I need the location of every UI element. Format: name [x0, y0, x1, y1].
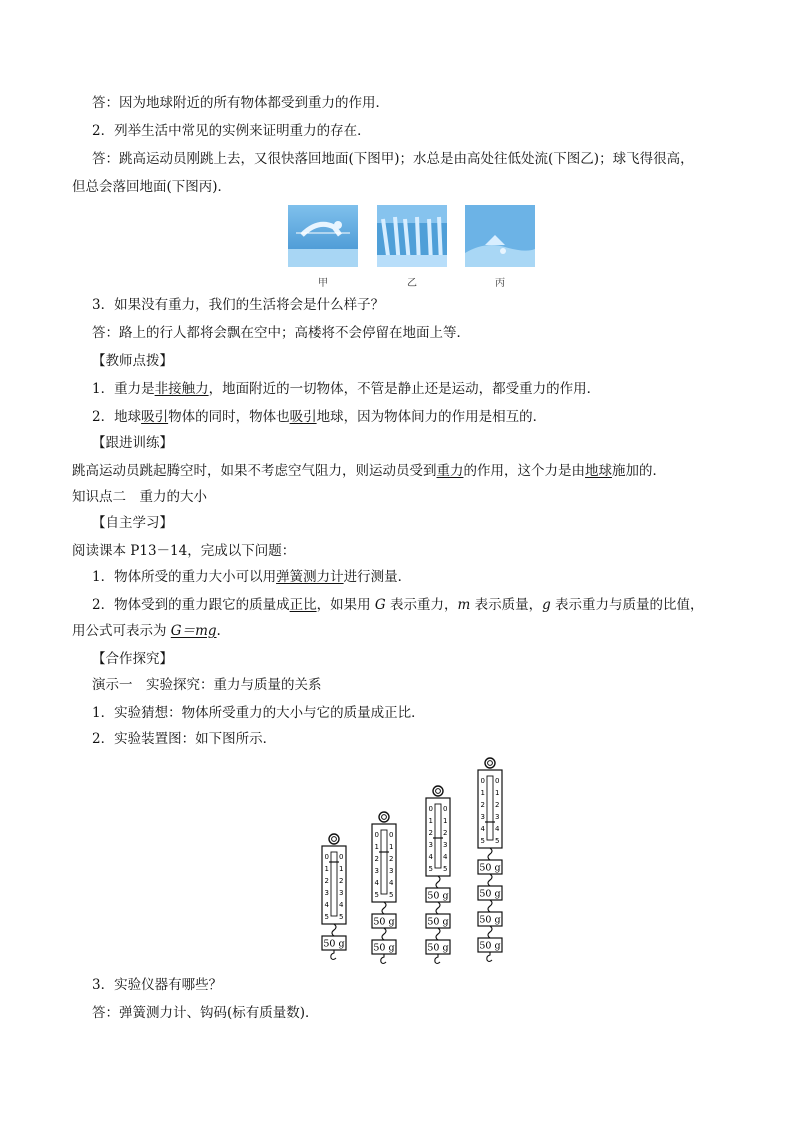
section-teacher-title: 【教师点拨】 [92, 353, 173, 369]
follow-question: 跳高运动员跳起腾空时，如果不考虑空气阻力，则运动员受到重力的作用，这个力是由地球施加的． [72, 463, 666, 479]
experiment-3: 3．实验仪器有哪些？ [92, 977, 223, 993]
scale-tick-label: 1 [389, 843, 394, 851]
scale-tick-label: 5 [374, 891, 379, 899]
scale-tick-label: 0 [495, 777, 500, 785]
scale-tick-label: 3 [443, 841, 448, 849]
answer-3: 答：路上的行人都将会飘在空中；高楼将不会停留在地面上等． [92, 325, 470, 341]
question-3: 3．如果没有重力，我们的生活将会是什么样子？ [92, 297, 385, 313]
scale-tick-label: 5 [389, 891, 394, 899]
scale-tick-label: 3 [495, 813, 500, 821]
spring-scales-svg [310, 752, 550, 972]
scale-tick-label: 3 [374, 867, 379, 875]
scale-tick-label: 4 [495, 825, 500, 833]
section-self-study-title: 【自主学习】 [92, 515, 173, 531]
photo-high-jump [288, 205, 358, 267]
scale-tick-label: 2 [339, 877, 344, 885]
scale-tick-label: 5 [480, 837, 485, 845]
scale-tick-label: 2 [374, 855, 379, 863]
scale-tick-label: 0 [339, 853, 344, 861]
answer-1: 答：因为地球附近的所有物体都受到重力的作用． [92, 95, 389, 111]
weight-label: 50 g [479, 862, 501, 874]
scale-tick-label: 4 [339, 901, 344, 909]
scale-tick-label: 5 [443, 865, 448, 873]
answer-2-line1: 答：跳高运动员刚跳上去，又很快落回地面(下图甲)；水总是由高处往低处流(下图乙)；球飞得很高， [92, 151, 694, 167]
scale-tick-label: 0 [389, 831, 394, 839]
self-study-2: 2．物体受到的重力跟它的质量成正比，如果用 G 表示重力，m 表示质量，g 表示重力与质量的比值， [92, 597, 704, 613]
weight-label: 50 g [479, 914, 501, 926]
scale-tick-label: 1 [428, 817, 433, 825]
weight-label: 50 g [427, 890, 449, 902]
teacher-point-2: 2．地球吸引物体的同时，物体也吸引地球，因为物体间力的作用是相互的． [92, 409, 547, 425]
spring-scale-4 [478, 758, 502, 962]
scale-tick-label: 3 [428, 841, 433, 849]
experiment-2: 2．实验装置图：如下图所示． [92, 731, 277, 747]
scale-tick-label: 4 [324, 901, 329, 909]
scale-tick-label: 0 [428, 805, 433, 813]
section-coop-title: 【合作探究】 [92, 651, 173, 667]
scale-tick-label: 2 [428, 829, 433, 837]
teacher-point-1: 1．重力是非接触力，地面附近的一切物体，不管是静止还是运动，都受重力的作用． [92, 381, 601, 397]
scale-tick-label: 1 [339, 865, 344, 873]
self-study-1: 1．物体所受的重力大小可以用弹簧测力计进行测量． [92, 569, 412, 585]
caption-bing: 丙 [495, 278, 505, 289]
photo-ball [465, 205, 535, 267]
spring-scale-3 [426, 786, 450, 964]
caption-jia: 甲 [318, 278, 328, 289]
scale-tick-label: 0 [324, 853, 329, 861]
knowledge-point-2: 知识点二 重力的大小 [72, 489, 207, 505]
section-follow-title: 【跟进训练】 [92, 435, 173, 451]
caption-yi: 乙 [407, 278, 417, 289]
formula-line: 用公式可表示为 G＝mg. [72, 623, 221, 639]
weight-label: 50 g [427, 916, 449, 928]
scale-tick-label: 4 [374, 879, 379, 887]
scale-tick-label: 1 [495, 789, 500, 797]
scale-tick-label: 2 [443, 829, 448, 837]
weight-label: 50 g [323, 938, 345, 950]
scale-tick-label: 4 [443, 853, 448, 861]
spring-scale-2 [372, 812, 396, 964]
scale-tick-label: 3 [339, 889, 344, 897]
answer-2-line2: 但总会落回地面(下图丙)． [72, 179, 232, 195]
scale-tick-label: 5 [428, 865, 433, 873]
scale-tick-label: 1 [324, 865, 329, 873]
weight-label: 50 g [373, 942, 395, 954]
scale-tick-label: 2 [324, 877, 329, 885]
scale-tick-label: 0 [480, 777, 485, 785]
scale-tick-label: 5 [339, 913, 344, 921]
weight-label: 50 g [427, 942, 449, 954]
weight-label: 50 g [479, 888, 501, 900]
scale-tick-label: 4 [428, 853, 433, 861]
photo-waterfall [377, 205, 447, 267]
scale-tick-label: 5 [324, 913, 329, 921]
scale-tick-label: 2 [480, 801, 485, 809]
scale-tick-label: 2 [389, 855, 394, 863]
experiment-1: 1．实验猜想：物体所受重力的大小与它的质量成正比． [92, 705, 425, 721]
scale-tick-label: 1 [443, 817, 448, 825]
scale-tick-label: 4 [389, 879, 394, 887]
scale-tick-label: 3 [324, 889, 329, 897]
scale-tick-label: 3 [389, 867, 394, 875]
scale-tick-label: 5 [495, 837, 500, 845]
spring-scale-1 [322, 834, 346, 960]
question-2: 2．列举生活中常见的实例来证明重力的存在． [92, 123, 371, 139]
scale-tick-label: 4 [480, 825, 485, 833]
experiment-3-answer: 答：弹簧测力计、钩码(标有质量数)． [92, 1005, 319, 1021]
scale-tick-label: 2 [495, 801, 500, 809]
weight-label: 50 g [479, 940, 501, 952]
scale-tick-label: 1 [374, 843, 379, 851]
scale-tick-label: 3 [480, 813, 485, 821]
scale-tick-label: 0 [374, 831, 379, 839]
reading-instruction: 阅读课本 P13－14，完成以下问题： [72, 543, 296, 559]
weight-label: 50 g [373, 916, 395, 928]
scale-tick-label: 0 [443, 805, 448, 813]
scale-tick-label: 1 [480, 789, 485, 797]
demo-title: 演示一 实验探究：重力与质量的关系 [92, 677, 322, 693]
